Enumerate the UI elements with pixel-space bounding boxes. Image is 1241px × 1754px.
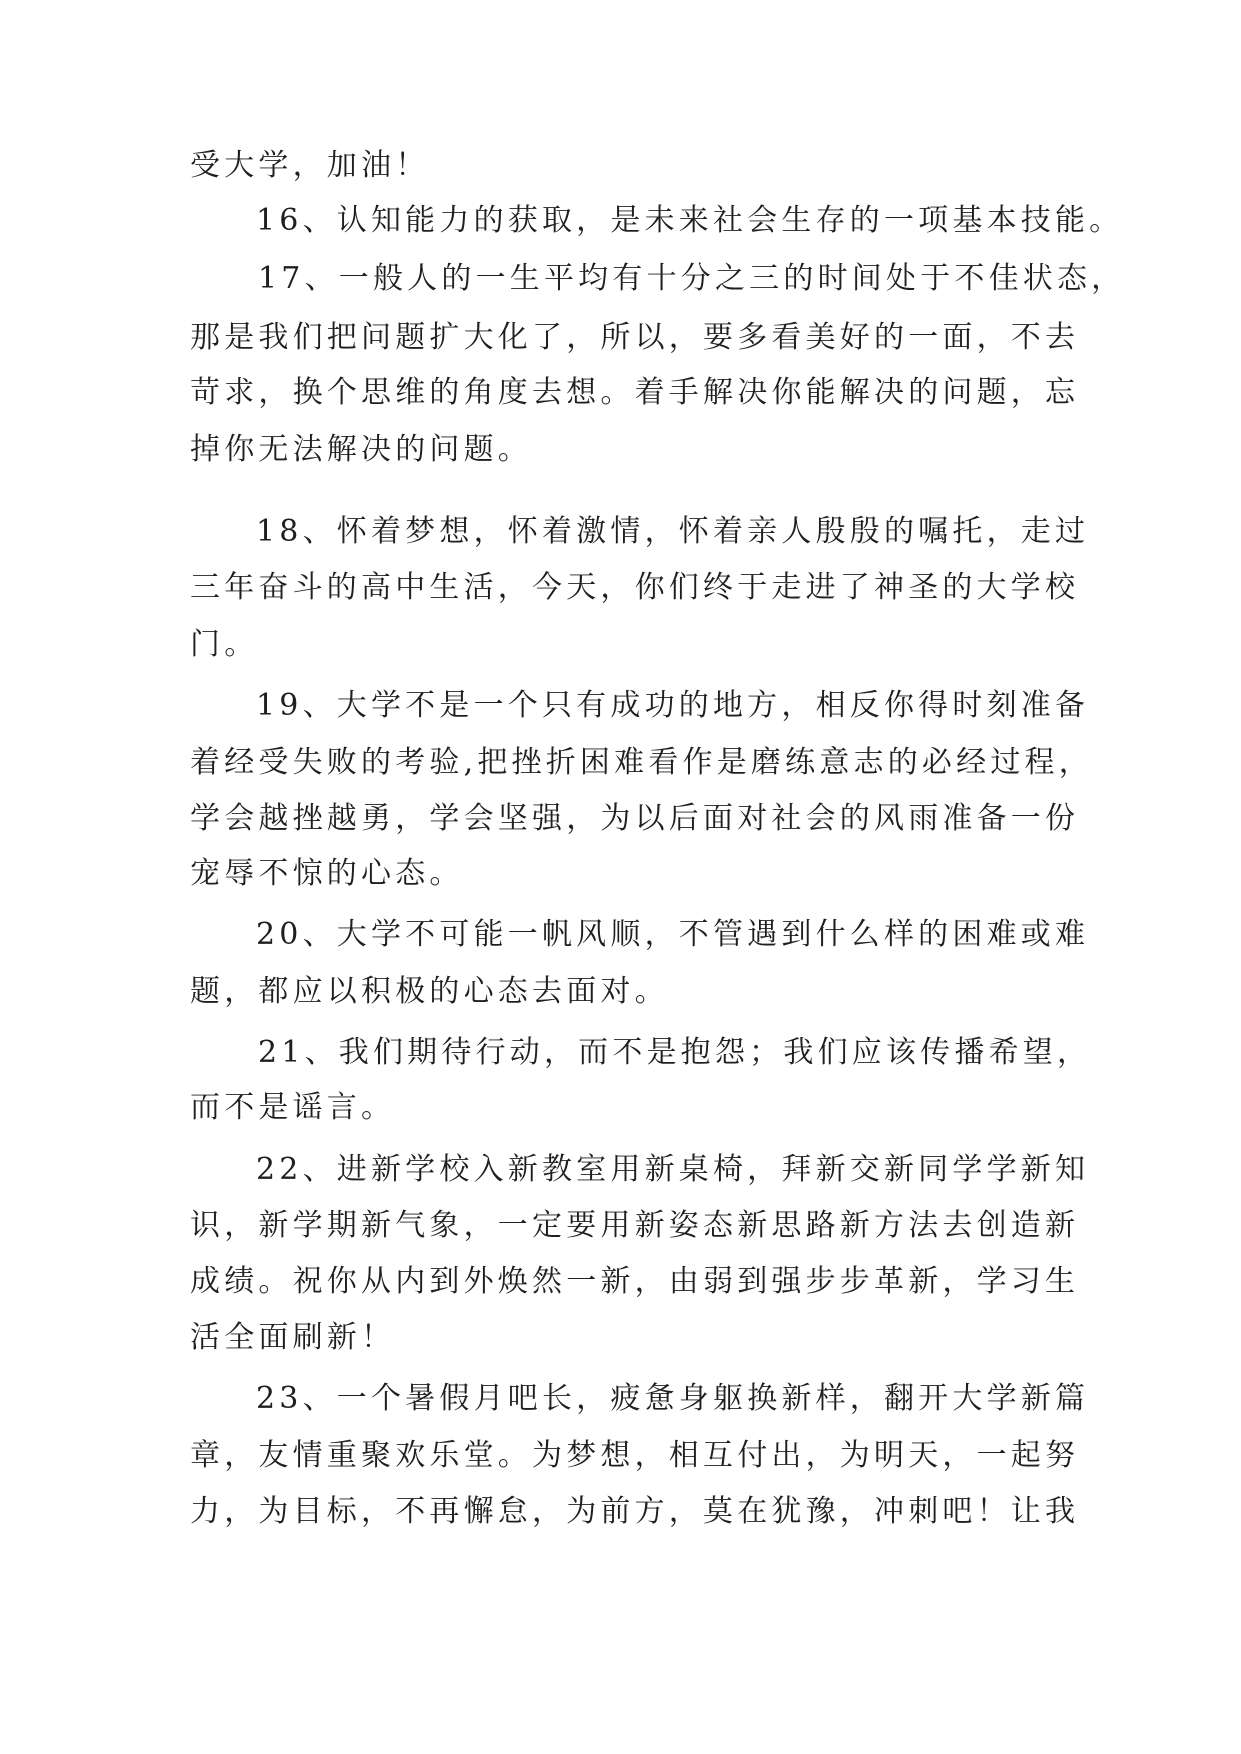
text-line: 力，为目标，不再懈怠，为前方，莫在犹豫，冲刺吧！让我 (190, 1494, 1080, 1529)
text-line: 20、大学不可能一帆风顺，不管遇到什么样的困难或难 (256, 917, 1090, 952)
text-line: 着经受失败的考验,把挫折困难看作是磨练意志的必经过程， (190, 745, 1093, 780)
text-line: 受大学，加油！ (190, 148, 430, 183)
text-line: 21、我们期待行动，而不是抱怨；我们应该传播希望， (258, 1035, 1092, 1070)
text-line: 门。 (190, 627, 259, 662)
text-line: 22、进新学校入新教室用新桌椅，拜新交新同学学新知 (256, 1152, 1090, 1187)
text-line: 章，友情重聚欢乐堂。为梦想，相互付出，为明天，一起努 (190, 1438, 1080, 1473)
text-line: 19、大学不是一个只有成功的地方，相反你得时刻准备 (256, 688, 1090, 723)
text-line: 而不是谣言。 (190, 1090, 396, 1125)
text-line: 17、一般人的一生平均有十分之三的时间处于不佳状态， (258, 261, 1126, 296)
text-line: 题，都应以积极的心态去面对。 (190, 974, 669, 1009)
text-line: 成绩。祝你从内到外焕然一新，由弱到强步步革新，学习生 (190, 1264, 1080, 1299)
text-line: 掉你无法解决的问题。 (190, 432, 532, 467)
text-line: 学会越挫越勇，学会坚强，为以后面对社会的风雨准备一份 (190, 801, 1080, 836)
text-line: 16、认知能力的获取，是未来社会生存的一项基本技能。 (256, 203, 1124, 238)
text-line: 苛求，换个思维的角度去想。着手解决你能解决的问题，忘 (190, 375, 1080, 410)
text-line: 活全面刷新！ (190, 1320, 396, 1355)
text-line: 23、一个暑假月吧长，疲惫身躯换新样，翻开大学新篇 (256, 1381, 1090, 1416)
text-line: 识，新学期新气象，一定要用新姿态新思路新方法去创造新 (190, 1208, 1080, 1243)
text-line: 宠辱不惊的心态。 (190, 856, 464, 891)
text-line: 那是我们把问题扩大化了，所以，要多看美好的一面，不去 (190, 320, 1080, 355)
text-line: 18、怀着梦想，怀着激情，怀着亲人殷殷的嘱托，走过 (256, 514, 1090, 549)
text-line: 三年奋斗的高中生活，今天，你们终于走进了神圣的大学校 (190, 570, 1080, 605)
